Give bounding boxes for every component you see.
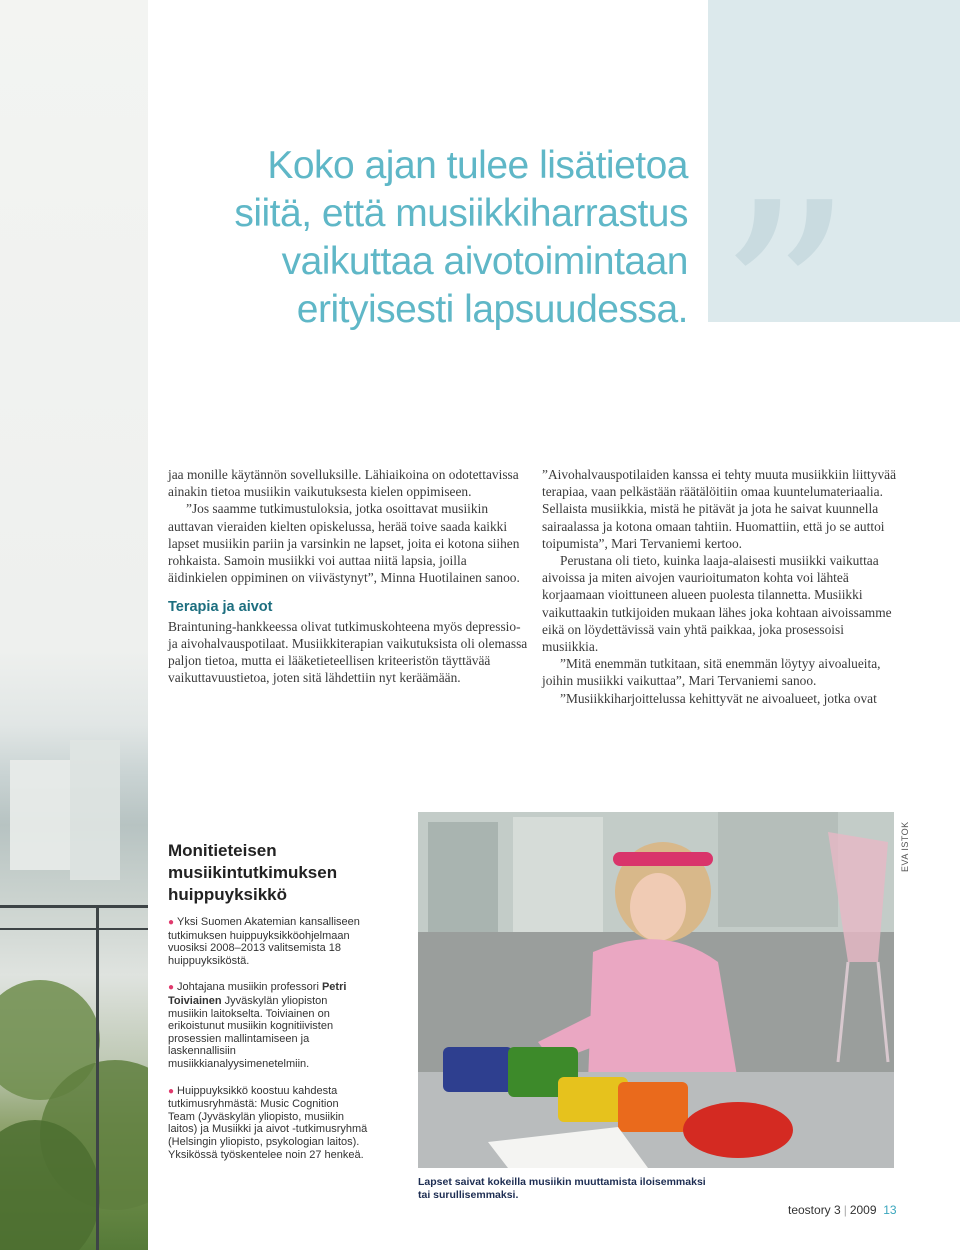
bullet-bold-name: Petri Toiviainen	[168, 981, 347, 1007]
info-box-bullets	[168, 916, 368, 1175]
issue-year: 2009	[849, 1203, 877, 1217]
photo-credit: EVA ISTOK	[900, 821, 910, 872]
bullet-item	[168, 916, 368, 967]
pull-quote-line: erityisesti lapsuudessa.	[296, 288, 688, 331]
bullet-item	[168, 1085, 368, 1162]
bullet-text: Huippuyksikkö koostuu kahdesta tutkimusryhmästä: Music Cognition Team (Jyväskylän yliopisto, musiikin laitos) ja Musiikki ja aivot -tutkimusryhmä (Helsingin yliopisto, psykologian laitos). Yksikössä työskentelee noin 27 henkeä.	[168, 1084, 368, 1161]
paragraph: ”Musiikkiharjoittelussa kehittyvät ne aivoalueet, jotka ovat	[560, 690, 877, 706]
pull-quote	[160, 142, 688, 334]
paragraph: Braintuning-hankkeessa olivat tutkimuskohteena myös depressio- ja aivohalvauspotilaat. Musiikkiterapian vaikutuksista oli olemassa paljon tietoa, mutta ei lääketieteellisen kriteeristön täyttävää vaikuttavuustietoa, joten sitä lähdettiin nyt keräämään.	[168, 618, 528, 686]
page-footer	[788, 1203, 897, 1217]
paragraph: Perustana oli tieto, kuinka laaja-alaisesti musiikki vaikuttaa aivoissa ja miten aivojen vaurioitumaton kohta voi lähteä korjaamaan vioittuneen alueen puolesta tilannetta. Musiikki vaikuttaakin tutkijoiden mukaan lähes joka kohtaan aivoissamme eikä on löydettävissä vain yhtä paikkaa, joka prosessoisi musiikkia.	[542, 553, 892, 655]
paragraph: jaa monille käytännön sovelluksille. Lähiaikoina on odotettavissa ainakin tietoa musiikin vaikutuksesta kielen oppimiseen.	[168, 467, 519, 500]
info-box-title: Monitieteisen musiikintutkimuksen huippuyksikkö	[168, 841, 338, 904]
info-box	[148, 812, 402, 1250]
left-photo-strip	[0, 0, 148, 1250]
pull-quote-line: siitä, että musiikkiharrastus	[234, 192, 688, 235]
bullet-text: Yksi Suomen Akatemian kansalliseen tutkimuksen huippuyksikköohjelmaan vuosiksi 2008–2013 valitsemista 18 huippuyksiköstä.	[168, 916, 360, 967]
article-column-2	[542, 466, 902, 707]
photo-child-with-music-boxes	[418, 812, 894, 1168]
paragraph: ”Jos saamme tutkimustuloksia, jotka osoittavat musiikin auttavan vieraiden kielten opiskelussa, herää toive saada kaikki lapset musiikin pariin ja varsinkin ne lapset, joita ei kotona siihen rohkaista. Samoin musiikki voi auttaa niitä lapsia, joilla äidinkielen oppiminen on viivästynyt”, Minna Huotilainen sanoo.	[168, 501, 520, 586]
bullet-dot-icon: ●	[168, 917, 175, 928]
quote-mark-icon: ”	[716, 145, 855, 460]
page-number: 13	[883, 1203, 897, 1217]
footer-separator: |	[843, 1203, 847, 1217]
bullet-dot-icon: ●	[168, 982, 175, 994]
article-column-1	[168, 466, 528, 686]
paragraph: ”Aivohalvauspotilaiden kanssa ei tehty muuta musiikkiin liittyvää terapiaa, vaan pelkästään räätälöitiin omaa kuuntelumateriaalia. Sellaista musiikkia, mistä he pitävät ja jota he saivat kuunnella sairaalassa ja kotona omaan tahtiin. Huomattiin, että jo se auttoi toipumista”, Mari Tervaniemi kertoo.	[542, 467, 897, 551]
subheading: Terapia ja aivot	[168, 599, 273, 616]
pull-quote-line: vaikuttaa aivotoimintaan	[281, 240, 688, 283]
bullet-text: Johtajana musiikin professori	[177, 981, 322, 994]
bullet-dot-icon: ●	[168, 1085, 175, 1097]
photo-caption: Lapset saivat kokeilla musiikin muuttamista iloisemmaksi tai surullisemmaksi.	[418, 1176, 706, 1201]
magazine-name: teostory 3	[788, 1203, 841, 1217]
bullet-item	[168, 981, 368, 1070]
pull-quote-line: Koko ajan tulee lisätietoa	[267, 144, 688, 187]
paragraph: ”Mitä enemmän tutkitaan, sitä enemmän löytyy aivoalueita, joihin musiikki vaikuttaa”, Mari Tervaniemi sanoo.	[542, 656, 881, 689]
photo-illustration	[418, 812, 894, 1168]
bullet-text: Jyväskylän yliopiston musiikin laitokselta. Toiviainen on erikoistunut musiikin kognitiivisten prosessien mallintamiseen ja laskennallisiin musiikkianalyysimenetelmiin.	[168, 994, 334, 1070]
